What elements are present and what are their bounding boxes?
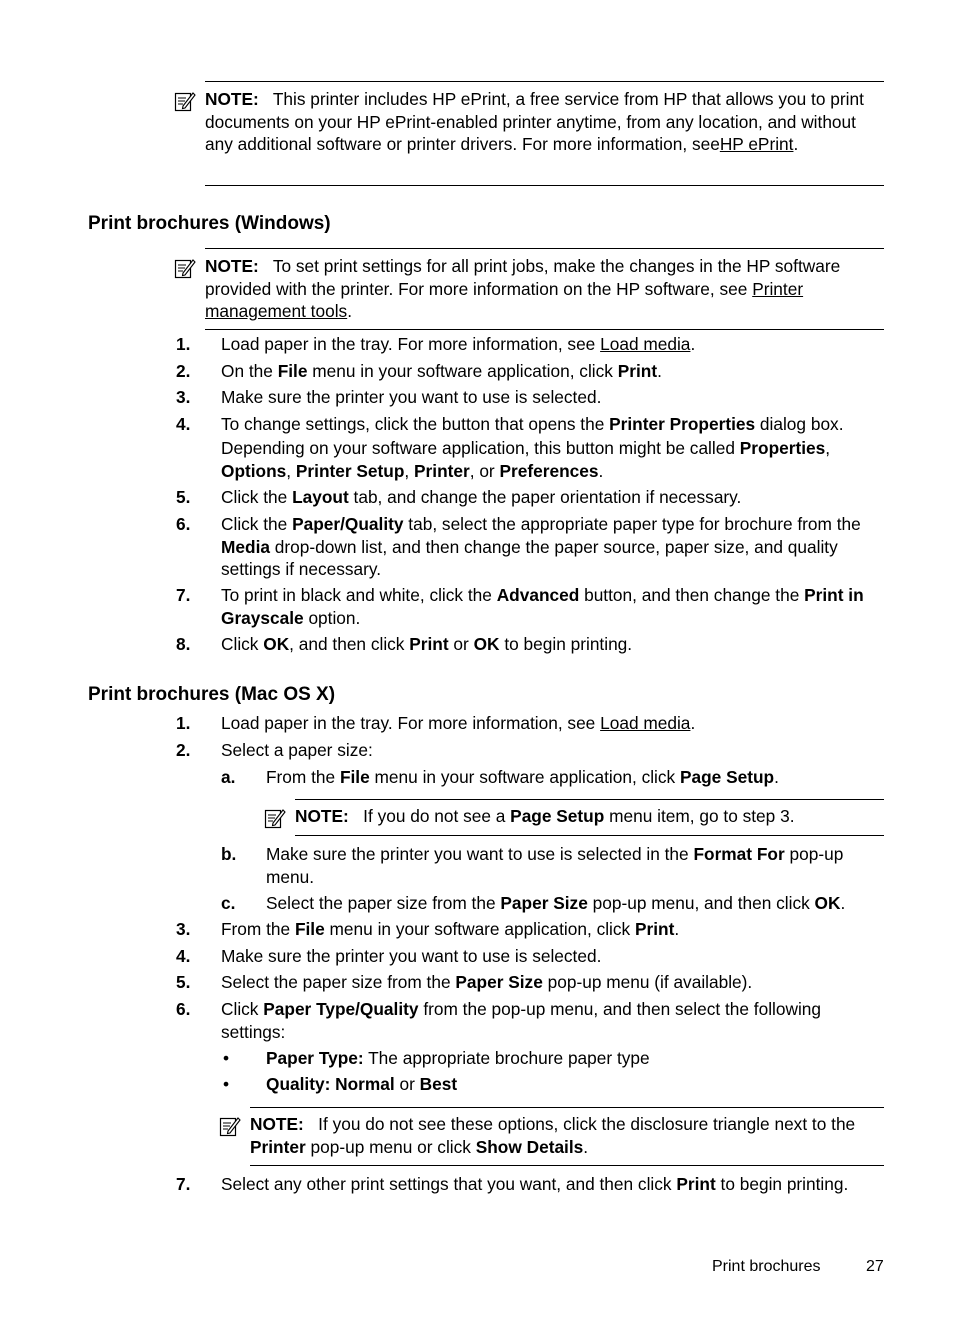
note-box-page-setup — [295, 799, 884, 836]
note-label: NOTE: — [250, 1114, 304, 1134]
note-text: NOTE: If you do not see these options, click the disclosure triangle next to the Printer pop-up menu or click Show Details. — [250, 1114, 856, 1157]
note-pencil-icon — [219, 1115, 241, 1137]
heading-windows: Print brochures (Windows) — [88, 213, 331, 234]
link-load-media[interactable]: Load media — [600, 713, 691, 733]
link-printer-management-tools[interactable]: Printer management tools — [205, 278, 804, 321]
note-text: NOTE: To set print settings for all print jobs, make the changes in the HP software provided with the printer. For more information on the HP software, see Printer management tools. — [205, 256, 841, 321]
note-pencil-icon — [174, 257, 196, 279]
heading-mac: Print brochures (Mac OS X) — [88, 684, 336, 705]
footer-page-number: 27 — [866, 1258, 884, 1275]
note-text: NOTE: If you do not see a Page Setup menu item, go to step 3. — [295, 806, 795, 826]
note-pencil-icon — [174, 90, 196, 112]
link-hp-eprint[interactable]: HP ePrint — [719, 134, 794, 154]
manual-page: NOTE: This printer includes HP ePrint, a free service from HP that allows you to print documents on your HP ePrint-enabled printer anytime, from any location, and without any additional software or printer drivers. For more information, seeHP ePrint. Print brochures (Windows) NOTE: To set print settings for all print jobs, make the changes in the HP software provided with the printer. For more information on the HP software, see Printer management tools. 1. Load paper in the tray. For more information, see Load media. 2. On the File menu in your software application, click Print. 3. Make sure the printer you want to use is selected. 4. To change settings, click the button that opens the Printer Properties dialog box. Depending on your software application, this button might be called Properties, Options, Printer Setup, Printer, or Preferences. 5. Click the Layout tab, and change the paper orientation if necessary. 6. Click the Paper/Quality tab, select the appropriate paper type for brochure from the Media drop-down list, and then change the paper source, paper size, and quality settings if necessary. 7. To print in black and white, click the Advanced button, and then change the Print in Grayscale option. 8. Click OK, and then click Print or OK to begin printing. Print brochures (Mac OS X) 1. Load paper in the tray. For more information, see Load media. 2. Select a paper size: a. From the File menu in your software application, click Page Setup. NOTE: If you do not see a Page Setup menu item, go to step 3. b. Make sure the printer you want to use is selected in the Format For pop-up menu. c. Select the paper size from the Paper Size pop-up menu, and then click OK. 3. From the File menu in your software application, click Print. 4. Make sure the printer you want to use is selected. 5. Select the paper size from the Paper Size pop-up menu (if available). 6. Click Paper Type/Quality from the pop-up menu, and then select the following settings: • Paper Type: The appropriate brochure paper type • Quality: Normal or Best NOTE: If you do not see these options, click the disclosure triangle next to the Printer pop-up menu or click Show Details. 7. Select any other print settings that you want, and then click Print to begin printing. Print brochures 27 — [0, 0, 954, 1321]
note-pencil-icon — [264, 807, 286, 829]
note-label: NOTE: — [205, 256, 259, 276]
note-box-options — [250, 1107, 884, 1166]
note-text: NOTE: This printer includes HP ePrint, a free service from HP that allows you to print documents on your HP ePrint-enabled printer anytime, from any location, and without any additional software or printer drivers. For more information, seeHP ePrint. — [205, 89, 864, 154]
note-label: NOTE: — [295, 806, 349, 826]
note-box-windows — [205, 248, 884, 330]
footer-section-title: Print brochures — [712, 1258, 821, 1275]
note-box-eprint — [205, 81, 884, 186]
link-load-media[interactable]: Load media — [600, 334, 691, 354]
note-label: NOTE: — [205, 89, 259, 109]
